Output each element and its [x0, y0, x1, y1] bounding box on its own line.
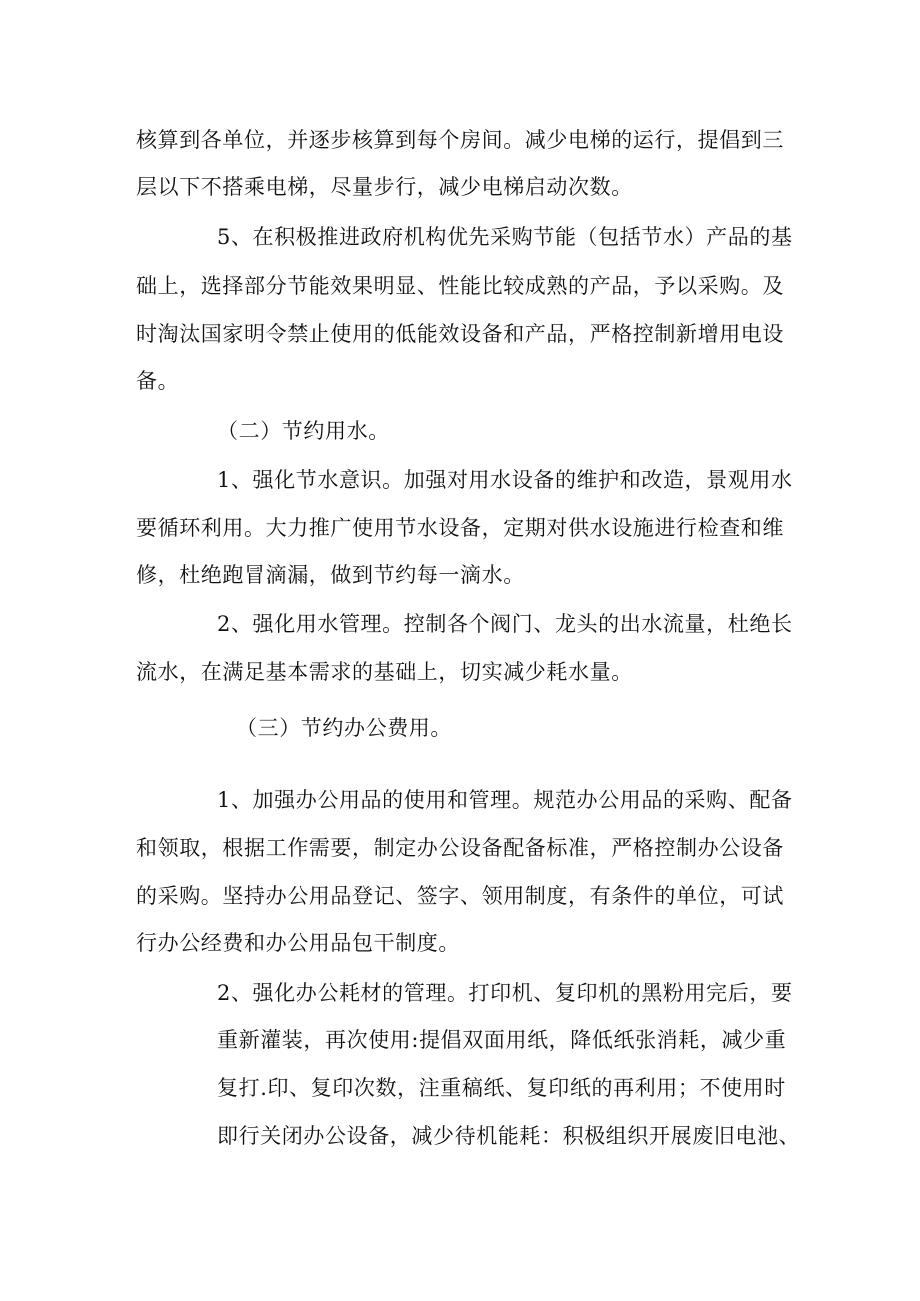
paragraph-line: 层以下不搭乘电梯，尽量步行，减少电梯启动次数。 [136, 175, 633, 199]
paragraph-line: 1、强化节水意识。加强对用水设备的维护和改造，景观用水 [217, 468, 793, 492]
paragraph-line: 2、强化用水管理。控制各个阀门、龙头的出水流量，杜绝长 [217, 612, 793, 636]
paragraph-line: 时淘汰国家明令禁止使用的低能效设备和产品，严格控制新增用电设 [136, 322, 784, 346]
paragraph-line: 5、在积极推进政府机构优先采购节能（包括节水）产品的基 [217, 225, 793, 249]
section-heading: （二）节约用水。 [217, 419, 390, 443]
paragraph-line: 即行关闭办公设备，减少待机能耗：积极组织开展废旧电池、 [217, 1124, 801, 1148]
paragraph-line: 修，杜绝跑冒滴漏，做到节约每一滴水。 [136, 563, 525, 587]
section-heading: （三）节约办公费用。 [236, 716, 452, 740]
paragraph-line: 行办公经费和办公用品包干制度。 [136, 931, 460, 955]
paragraph-line: 1、加强办公用品的使用和管理。规范办公用品的采购、配备 [217, 788, 793, 812]
paragraph-line: 础上，选择部分节能效果明显、性能比较成熟的产品，予以采购。及 [136, 274, 784, 298]
paragraph-line: 要循环利用。大力推广使用节水设备，定期对供水设施进行检查和维 [136, 516, 784, 540]
paragraph-line: 和领取，根据工作需要，制定办公设备配备标准，严格控制办公设备 [136, 836, 784, 860]
paragraph-line: 2、强化办公耗材的管理。打印机、复印机的黑粉用完后，要 [217, 981, 793, 1005]
paragraph-line: 流水，在满足基本需求的基础上，切实减少耗水量。 [136, 660, 633, 684]
paragraph-line: 备。 [136, 369, 180, 393]
paragraph-line: 复打.印、复印次数，注重稿纸、复印纸的再利用；不使用时 [217, 1076, 786, 1100]
paragraph-line: 重新灌装，再次使用:提倡双面用纸，降低纸张消耗，减少重 [217, 1028, 787, 1052]
paragraph-line: 的采购。坚持办公用品登记、签字、领用制度，有条件的单位，可试 [136, 884, 784, 908]
paragraph-line: 核算到各单位，并逐步核算到每个房间。减少电梯的运行，提倡到三 [136, 128, 784, 152]
